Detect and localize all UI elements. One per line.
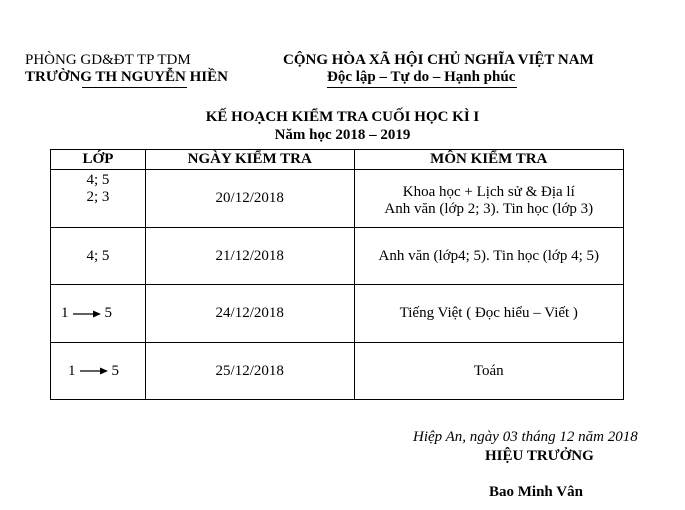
subject-cell	[354, 170, 623, 228]
grade-cell	[51, 170, 146, 228]
subject-line: Khoa học + Lịch sử & Địa lí	[402, 184, 575, 200]
grade-cell: 4; 5	[51, 228, 146, 285]
grade-from: 1	[68, 362, 76, 379]
table-row	[51, 170, 624, 228]
grade-to: 5	[104, 305, 112, 321]
header-subject: MÔN KIỂM TRA	[354, 150, 623, 170]
grade-line: 2; 3	[86, 189, 110, 205]
date-cell: 24/12/2018	[145, 285, 354, 343]
arrow-right-icon	[73, 309, 101, 319]
grade-cell	[51, 285, 146, 343]
school-name: TRƯỜNG TH NGUYỄN HIỀN	[25, 69, 228, 85]
subject-cell: Toán	[354, 343, 623, 400]
grade-cell	[51, 343, 146, 400]
table-header-row	[51, 150, 624, 170]
place-and-date: Hiệp An, ngày 03 tháng 12 năm 2018	[413, 429, 638, 445]
header-date: NGÀY KIỂM TRA	[145, 150, 354, 170]
date-cell: 20/12/2018	[145, 170, 354, 228]
grade-to: 5	[111, 362, 119, 379]
signer-position: HIỆU TRƯỞNG	[485, 448, 594, 464]
table-row	[51, 285, 624, 343]
subject-cell: Tiếng Việt ( Đọc hiểu – Viết )	[354, 285, 623, 343]
date-cell: 25/12/2018	[145, 343, 354, 400]
grade-from: 1	[61, 305, 69, 321]
school-name-underline	[82, 87, 187, 88]
subject-cell: Anh văn (lớp4; 5). Tin học (lớp 4; 5)	[354, 228, 623, 285]
signer-name: Bao Minh Vân	[489, 484, 583, 500]
table-row	[51, 343, 624, 400]
arrow-right-icon	[80, 366, 108, 376]
grade-line: 4; 5	[86, 172, 110, 188]
national-motto: Độc lập – Tự do – Hạnh phúc	[327, 69, 516, 85]
exam-schedule-table	[50, 149, 624, 400]
table-row	[51, 228, 624, 285]
school-year: Năm học 2018 – 2019	[274, 127, 411, 143]
motto-underline	[327, 87, 517, 88]
subject-line: Anh văn (lớp 2; 3). Tin học (lớp 3)	[384, 201, 594, 217]
header-grade: LỚP	[51, 150, 146, 170]
date-cell: 21/12/2018	[145, 228, 354, 285]
country-name: CỘNG HÒA XÃ HỘI CHỦ NGHĨA VIỆT NAM	[283, 52, 594, 68]
department-name: PHÒNG GD&ĐT TP TDM	[25, 52, 191, 68]
document-title: KẾ HOẠCH KIỂM TRA CUỐI HỌC KÌ I	[205, 109, 480, 125]
